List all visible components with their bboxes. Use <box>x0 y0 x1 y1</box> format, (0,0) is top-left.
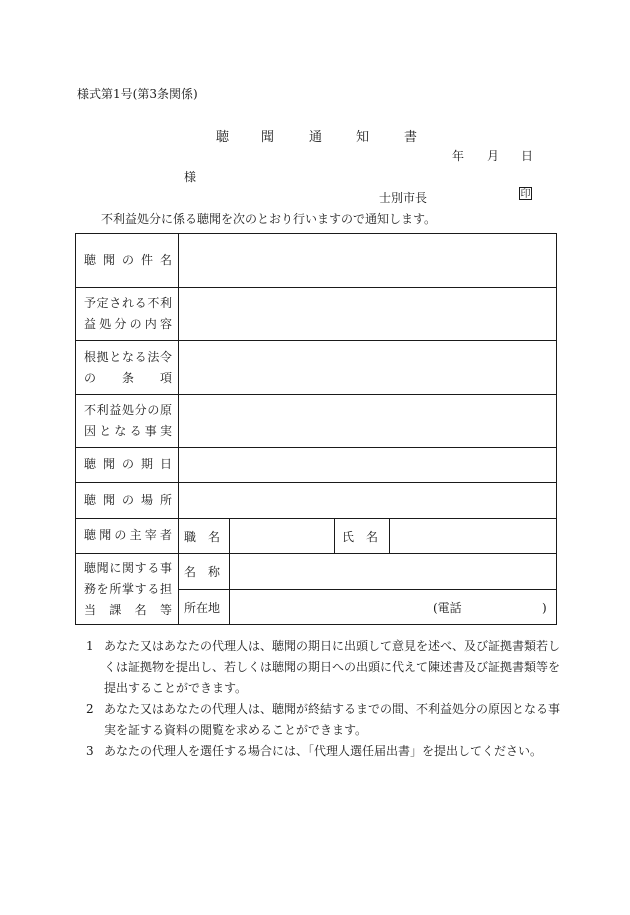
label-office-location: 所在地 <box>184 601 221 615</box>
date-month-label: 月 <box>487 149 500 163</box>
label-legal-basis: 根拠となる法令の条項 <box>84 350 172 385</box>
note-number: 3 <box>86 744 94 758</box>
issuer-name: 士別市長 <box>379 191 428 205</box>
date-day-label: 日 <box>521 149 534 163</box>
date-year-label: 年 <box>452 149 465 163</box>
note-text: あなたの代理人を選任する場合には、「代理人選任届出書」を提出してください。 <box>104 744 543 758</box>
label-hearing-place: 聴聞の場所 <box>84 493 172 507</box>
label-responsible-office: 聴聞に関する事務を所掌する担当課名等 <box>84 561 172 617</box>
title-char: 聴 <box>216 130 230 145</box>
seal-mark: 印 <box>520 189 531 200</box>
title-char: 聞 <box>261 130 275 145</box>
hearing-notice-table <box>75 233 557 625</box>
note-text: あなた又はあなたの代理人は、聴聞が終結するまでの間、不利益処分の原因となる事実を証する資料の閲覧を求めることができます。 <box>104 702 561 737</box>
note-item <box>86 741 562 762</box>
note-item <box>86 636 562 699</box>
form-number: 様式第1号(第3条関係) <box>77 87 198 101</box>
note-number: 2 <box>86 702 94 716</box>
label-presider-post: 職 名 <box>184 530 221 544</box>
label-cause-facts: 不利益処分の原因となる事実 <box>84 403 172 438</box>
label-hearing-subject: 聴聞の件名 <box>84 253 172 267</box>
title-char: 書 <box>404 130 418 145</box>
intro-text: 不利益処分に係る聴聞を次のとおり行いますので通知します。 <box>101 212 437 226</box>
label-presider: 聴聞の主宰者 <box>84 528 172 542</box>
phone-open: (電話 <box>433 601 462 615</box>
label-planned-disposition: 予定される不利益処分の内容 <box>84 296 172 331</box>
note-item <box>86 699 562 741</box>
label-hearing-date: 聴聞の期日 <box>84 457 172 471</box>
label-presider-name: 氏 名 <box>342 530 379 544</box>
note-text: あなた又はあなたの代理人は、聴聞の期日に出頭して意見を述べ、及び証拠書類若しくは証拠物を提出し、若しくは聴聞の期日への出頭に代えて陳述書及び証拠書類等を提出することができます。 <box>104 639 561 695</box>
title-char: 知 <box>356 130 370 145</box>
title-char: 通 <box>309 130 323 145</box>
notes-list <box>86 636 562 762</box>
phone-close: ) <box>542 601 547 615</box>
addressee-suffix: 様 <box>184 170 197 184</box>
label-office-name: 名 称 <box>184 565 221 579</box>
note-number: 1 <box>86 639 94 653</box>
